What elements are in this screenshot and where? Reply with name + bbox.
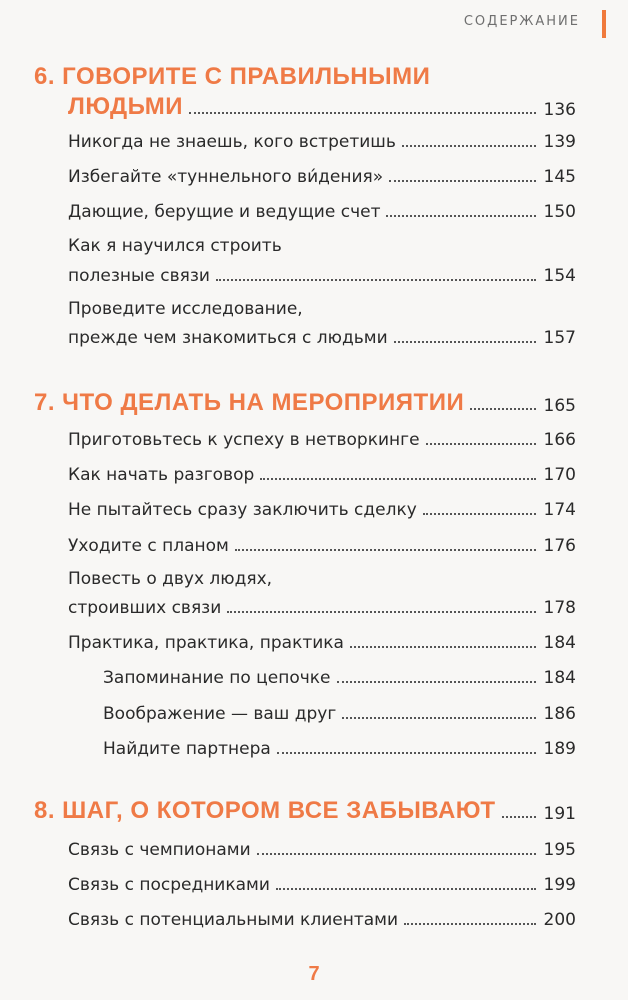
toc-entry-title: строивших связи [68,598,222,618]
toc-subentry [103,666,576,690]
page-number: 7 [308,963,320,985]
toc-entry-title: Избегайте «туннельного ви́дения» [68,167,384,187]
toc-entry [68,498,576,522]
toc-entry-title: полезные связи [68,266,210,286]
toc-entry-title: Связь с посредниками [68,875,270,895]
toc-entry-page: 157 [543,328,576,348]
toc-entry [68,534,576,558]
toc-subentry-page: 184 [543,668,576,688]
toc-entry-page: 174 [543,500,576,520]
toc-entry-title: Как начать разговор [68,465,255,485]
toc-entry-title-line1: Проведите исследование, [68,299,303,319]
toc-entry [68,596,576,620]
leader-dots [350,646,536,648]
toc-subentry [103,702,576,726]
chapter-8-title: 8. ШАГ, О КОТОРОМ ВСЕ ЗАБЫВАЮТ [34,797,496,824]
leader-dots [394,341,536,343]
leader-dots [342,717,535,719]
toc-subentry-title: Найдите партнера [103,739,271,759]
leader-dots [277,752,536,754]
toc-entry-page: 195 [543,840,576,860]
toc-entry [68,130,576,154]
chapter-6-title-row [68,92,576,122]
leader-dots [389,180,535,182]
toc-entry-page: 176 [543,536,576,556]
toc-entry [68,873,576,897]
leader-dots [260,478,535,480]
toc-entry-page: 166 [543,430,576,450]
leader-dots [235,549,536,551]
toc-entry [68,631,576,655]
toc-entry-page: 178 [543,598,576,618]
toc-entry [68,326,576,350]
leader-dots [423,513,536,515]
leader-dots [337,681,536,683]
chapter-7-title: 7. ЧТО ДЕЛАТЬ НА МЕРОПРИЯТИИ [34,389,465,416]
chapter-8-page: 191 [543,804,576,824]
leader-dots [386,215,535,217]
leader-dots [502,816,536,818]
chapter-6-title-line1: 6. ГОВОРИТЕ С ПРАВИЛЬНЫМИ [34,63,431,90]
toc-subentry-page: 189 [543,739,576,759]
leader-dots [276,888,536,890]
chapter-7-page: 165 [543,396,576,416]
header-accent-bar [602,10,606,38]
toc-entry-title: Дающие, берущие и ведущие счет [68,202,381,222]
leader-dots [402,145,536,147]
toc-entry-title-line1: Как я научился строить [68,236,282,256]
toc-entry-title: Связь с чемпионами [68,840,251,860]
toc-entry-title: Никогда не знаешь, кого встретишь [68,132,396,152]
toc-entry-page: 139 [543,132,576,152]
toc-subentry [103,737,576,761]
toc-entry [68,838,576,862]
toc-entry-page: 170 [543,465,576,485]
leader-dots [257,853,536,855]
toc-entry [68,428,576,452]
chapter-8-title-row [34,796,576,826]
leader-dots [216,279,536,281]
toc-subentry-page: 186 [543,704,576,724]
toc-entry-title: Не пытайтесь сразу заключить сделку [68,500,417,520]
toc-entry-page: 150 [543,202,576,222]
toc-entry-title: Практика, практика, практика [68,633,344,653]
toc-entry-title-line1: Повесть о двух людях, [68,569,273,589]
toc-entry [68,200,576,224]
toc-entry [68,165,576,189]
leader-dots [426,443,536,445]
toc-entry [68,264,576,288]
toc-entry-page: 199 [543,875,576,895]
leader-dots [470,408,535,410]
running-header: СОДЕРЖАНИЕ [463,14,580,29]
toc-subentry-title: Запоминание по цепочке [103,668,331,688]
toc-entry [68,463,576,487]
toc-entry [68,908,576,932]
toc-entry-title: Связь с потенциальными клиентами [68,910,399,930]
toc-entry-page: 200 [543,910,576,930]
leader-dots [404,923,536,925]
chapter-6-title-line2: ЛЮДЬМИ [68,93,183,120]
leader-dots [227,611,535,613]
chapter-6-page: 136 [543,100,576,120]
leader-dots [189,112,536,114]
toc-subentry-title: Воображение — ваш друг [103,704,337,724]
toc-entry-title: Уходите с планом [68,536,229,556]
toc-entry-page: 184 [543,633,576,653]
toc-entry-page: 145 [543,167,576,187]
chapter-7-title-row [34,388,576,418]
toc-entry-page: 154 [543,266,576,286]
toc-entry-title: прежде чем знакомиться с людьми [68,328,388,348]
toc-entry-title: Приготовьтесь к успеху в нетворкинге [68,430,420,450]
